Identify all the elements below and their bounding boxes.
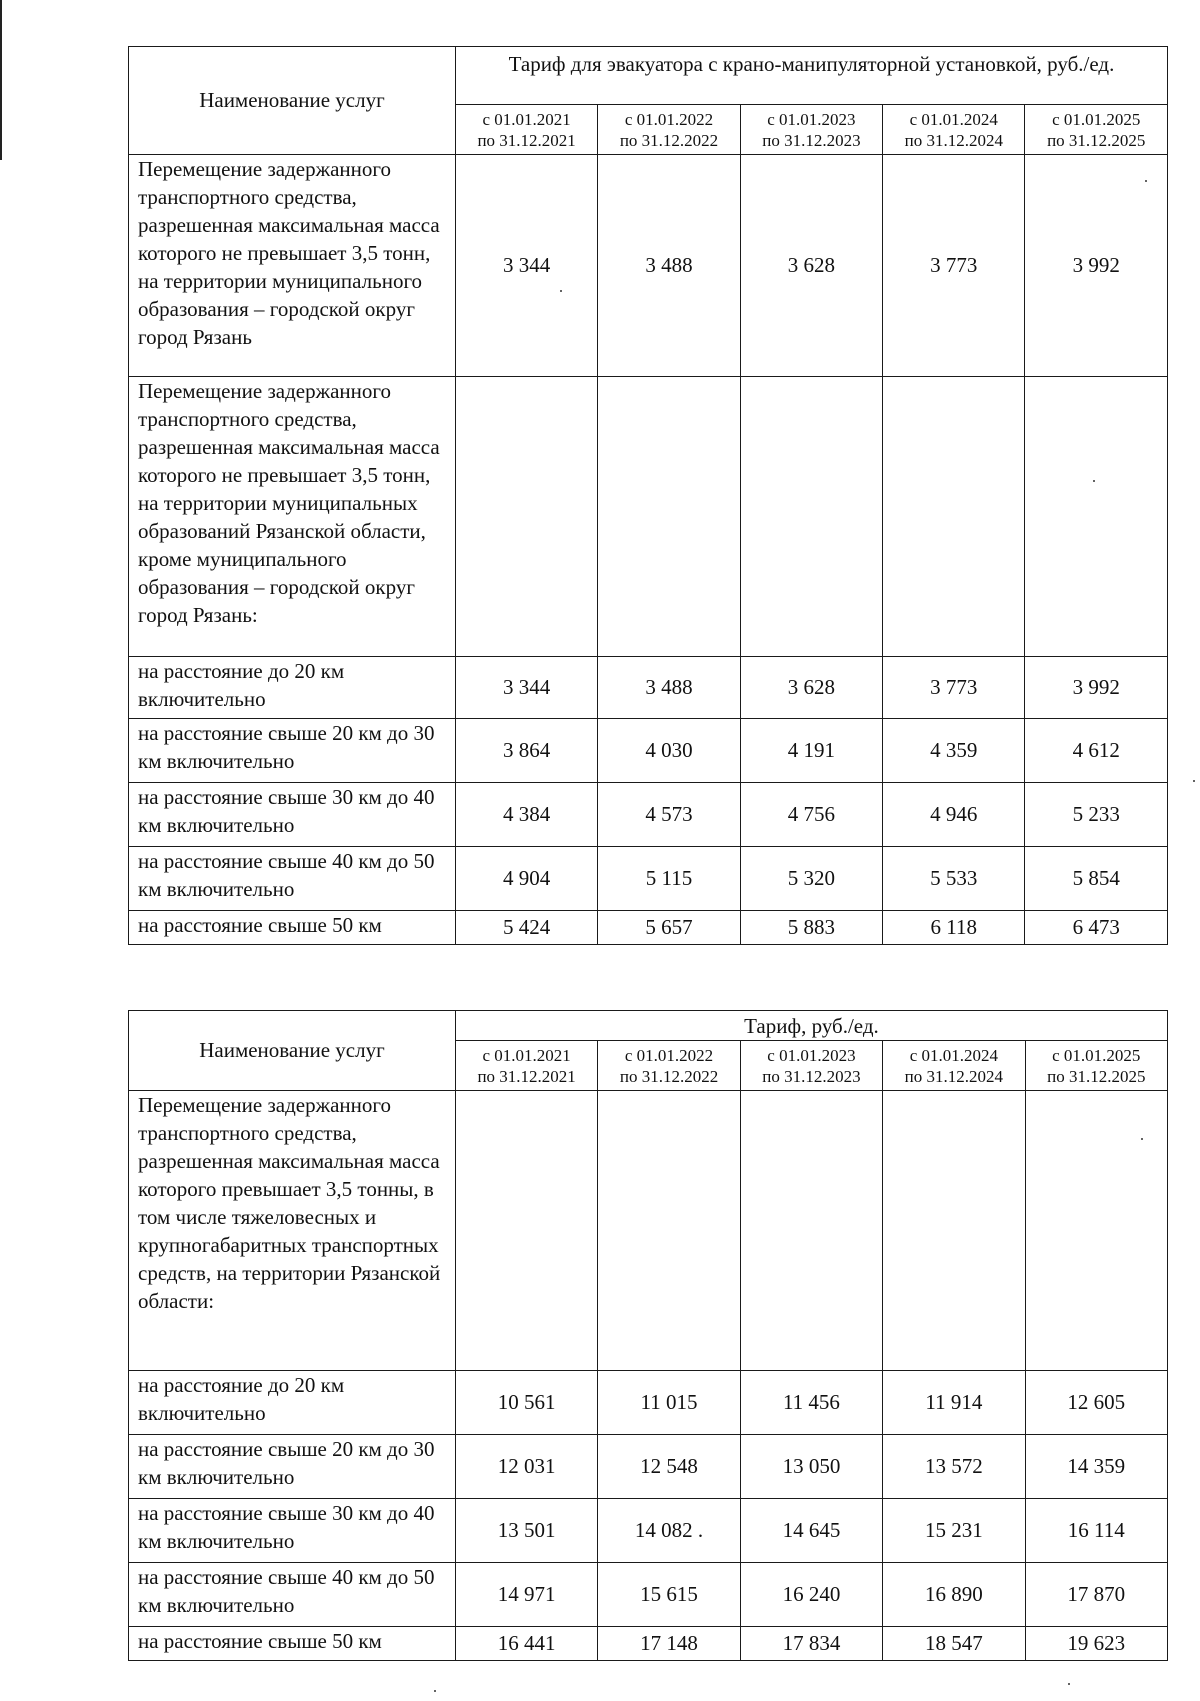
table-row [129, 783, 1168, 847]
tariff-value [740, 1091, 882, 1371]
tariff-value: 5 883 [740, 911, 882, 945]
scan-speck [434, 1690, 436, 1692]
service-name: на расстояние свыше 30 км до 40 км включительно [129, 1499, 456, 1563]
scan-speck [560, 290, 562, 292]
tariff-value: 4 946 [883, 783, 1025, 847]
tariff-value: 3 773 [883, 657, 1025, 719]
tariff-value: 11 015 [598, 1371, 740, 1435]
table-row [129, 719, 1168, 783]
table-row [129, 1499, 1168, 1563]
service-name: на расстояние свыше 40 км до 50 км включительно [129, 847, 456, 911]
tariff-value: 3 628 [740, 155, 882, 377]
tariff-value [740, 377, 882, 657]
service-name: на расстояние свыше 50 км [129, 1627, 456, 1661]
tariff-value: 3 488 [598, 155, 740, 377]
tariff-value [455, 377, 597, 657]
tariff-value: 14 971 [455, 1563, 597, 1627]
service-name: на расстояние свыше 50 км [129, 911, 456, 945]
scan-speck [1093, 480, 1095, 482]
tariff-value: 4 384 [455, 783, 597, 847]
table-row [129, 1371, 1168, 1435]
tariff-value: 11 456 [740, 1371, 882, 1435]
header-period: с 01.01.2025 по 31.12.2025 [1025, 105, 1168, 155]
tariff-value: 5 657 [598, 911, 740, 945]
tariff-value: 16 114 [1025, 1499, 1167, 1563]
tariff-value: 5 320 [740, 847, 882, 911]
tariff-value: 3 864 [455, 719, 597, 783]
header-period: с 01.01.2023 по 31.12.2023 [740, 1041, 882, 1091]
tariff-value: 3 992 [1025, 155, 1168, 377]
header-tariff: Тариф, руб./ед. [455, 1011, 1167, 1041]
tariff-value: 6 473 [1025, 911, 1168, 945]
tariff-value: 13 050 [740, 1435, 882, 1499]
tariff-value: 6 118 [883, 911, 1025, 945]
tariff-value: 3 488 [598, 657, 740, 719]
service-name: Перемещение задержанного транспортного средства, разрешенная максимальная масса которого превышает 3,5 тонны, в том числе тяжеловесных и крупногабаритных транспортных средств, на территории Рязанской области: [129, 1091, 456, 1371]
service-name: на расстояние свыше 20 км до 30 км включительно [129, 1435, 456, 1499]
tariff-value: 13 501 [455, 1499, 597, 1563]
header-tariff: Тариф для эвакуатора с крано-манипуляторной установкой, руб./ед. [455, 47, 1167, 105]
tariff-value: 5 424 [455, 911, 597, 945]
tariff-value: 14 359 [1025, 1435, 1167, 1499]
service-name: Перемещение задержанного транспортного средства, разрешенная максимальная масса которого не превышает 3,5 тонн, на территории муниципального образования – городской округ город Рязань [129, 155, 456, 377]
header-period: с 01.01.2022 по 31.12.2022 [598, 1041, 740, 1091]
service-name: на расстояние свыше 20 км до 30 км включительно [129, 719, 456, 783]
tariff-value: 3 344 [455, 657, 597, 719]
service-name: на расстояние свыше 30 км до 40 км включительно [129, 783, 456, 847]
tariff-value: 5 854 [1025, 847, 1168, 911]
scan-speck [1068, 1683, 1070, 1685]
tariff-table-crane [128, 46, 1168, 945]
tariff-value: 12 605 [1025, 1371, 1167, 1435]
tariff-value: 15 231 [883, 1499, 1025, 1563]
header-service-name: Наименование услуг [129, 47, 456, 155]
table-row [129, 657, 1168, 719]
tariff-value: 3 773 [883, 155, 1025, 377]
tariff-value: 16 240 [740, 1563, 882, 1627]
table-row [129, 1563, 1168, 1627]
tariff-value: 4 904 [455, 847, 597, 911]
tariff-value: 5 115 [598, 847, 740, 911]
table-row [129, 377, 1168, 657]
tariff-value [883, 377, 1025, 657]
header-period: с 01.01.2022 по 31.12.2022 [598, 105, 740, 155]
service-name: на расстояние до 20 км включительно [129, 657, 456, 719]
header-period: с 01.01.2023 по 31.12.2023 [740, 105, 882, 155]
tariff-value: 4 359 [883, 719, 1025, 783]
scan-speck [1145, 180, 1147, 182]
table-row [129, 1435, 1168, 1499]
tariff-table-general [128, 1010, 1168, 1661]
tariff-value: 3 344 [455, 155, 597, 377]
tariff-value: 14 082 . [598, 1499, 740, 1563]
table-row [129, 155, 1168, 377]
header-period: с 01.01.2024 по 31.12.2024 [883, 1041, 1025, 1091]
tariff-value: 4 191 [740, 719, 882, 783]
tariff-value: 4 573 [598, 783, 740, 847]
tariff-value: 14 645 [740, 1499, 882, 1563]
tariff-value: 19 623 [1025, 1627, 1167, 1661]
tariff-value: 10 561 [455, 1371, 597, 1435]
header-period: с 01.01.2025 по 31.12.2025 [1025, 1041, 1167, 1091]
tariff-value: 13 572 [883, 1435, 1025, 1499]
table-row [129, 847, 1168, 911]
tariff-value: 4 030 [598, 719, 740, 783]
tariff-value: 4 612 [1025, 719, 1168, 783]
header-period: с 01.01.2021 по 31.12.2021 [455, 105, 597, 155]
scan-speck [1193, 780, 1195, 782]
tariff-value: 12 031 [455, 1435, 597, 1499]
scan-speck [1141, 1138, 1143, 1140]
tariff-value: 11 914 [883, 1371, 1025, 1435]
tariff-value: 17 870 [1025, 1563, 1167, 1627]
service-name: Перемещение задержанного транспортного средства, разрешенная максимальная масса которого не превышает 3,5 тонн, на территории муниципальных образований Рязанской области, кроме муниципального образования – городской округ город Рязань: [129, 377, 456, 657]
tariff-value [455, 1091, 597, 1371]
tariff-value: 15 615 [598, 1563, 740, 1627]
header-service-name: Наименование услуг [129, 1011, 456, 1091]
table-row [129, 1627, 1168, 1661]
tariff-value: 5 533 [883, 847, 1025, 911]
header-period: с 01.01.2021 по 31.12.2021 [455, 1041, 597, 1091]
tariff-value: 4 756 [740, 783, 882, 847]
table-row [129, 911, 1168, 945]
table-row [129, 1091, 1168, 1371]
tariff-value: 3 992 [1025, 657, 1168, 719]
tariff-value: 17 834 [740, 1627, 882, 1661]
tariff-value [598, 1091, 740, 1371]
tariff-value [598, 377, 740, 657]
tariff-value: 5 233 [1025, 783, 1168, 847]
tariff-value: 3 628 [740, 657, 882, 719]
service-name: на расстояние до 20 км включительно [129, 1371, 456, 1435]
tariff-value [883, 1091, 1025, 1371]
tariff-value [1025, 377, 1168, 657]
tariff-value: 12 548 [598, 1435, 740, 1499]
tariff-value: 16 441 [455, 1627, 597, 1661]
service-name: на расстояние свыше 40 км до 50 км включительно [129, 1563, 456, 1627]
tariff-value: 17 148 [598, 1627, 740, 1661]
tariff-value: 18 547 [883, 1627, 1025, 1661]
tariff-value [1025, 1091, 1167, 1371]
header-period: с 01.01.2024 по 31.12.2024 [883, 105, 1025, 155]
scan-edge-mark [0, 0, 2, 160]
tariff-value: 16 890 [883, 1563, 1025, 1627]
